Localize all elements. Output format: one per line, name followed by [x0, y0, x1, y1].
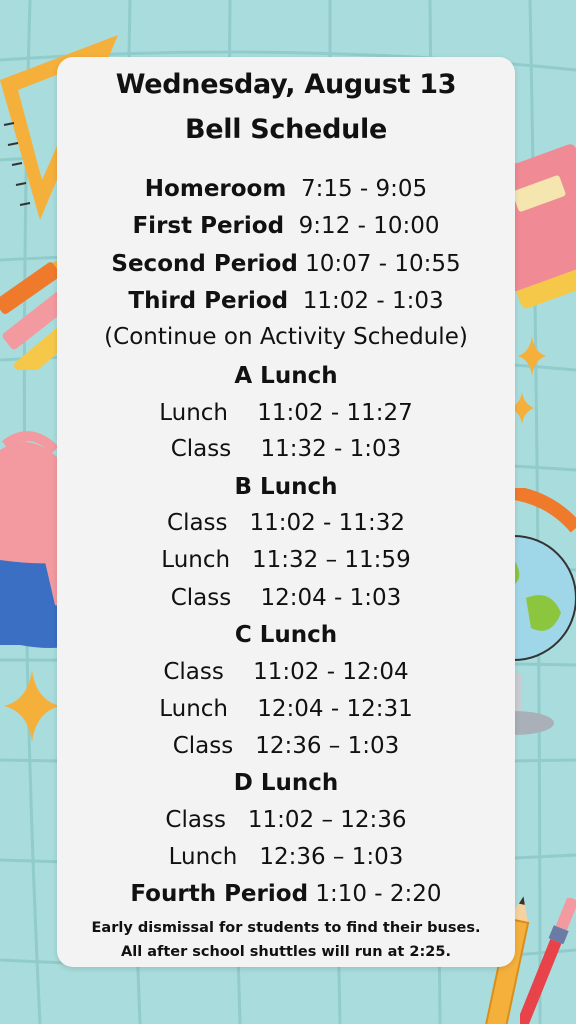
lunch-row-time: 11:02 - 11:32 — [249, 510, 405, 536]
period-row — [57, 290, 515, 313]
lunch-row — [57, 587, 515, 610]
lunch-row-time: 11:02 – 12:36 — [247, 807, 407, 833]
lunch-row-time: 12:04 - 12:31 — [257, 696, 413, 722]
period-row — [57, 253, 515, 276]
lunch-row — [57, 549, 515, 572]
footer-note: Early dismissal for students to find their buses. — [91, 920, 481, 936]
lunch-heading: C Lunch — [234, 622, 338, 648]
lunch-row-label: Class — [170, 585, 232, 611]
lunch-row — [57, 735, 515, 758]
period-time: 1:10 - 2:20 — [315, 881, 442, 907]
lunch-heading: B Lunch — [234, 474, 338, 500]
lunch-row — [57, 402, 515, 425]
period-time: 10:07 - 10:55 — [305, 251, 461, 277]
period-name: Third Period — [128, 288, 289, 314]
page-title: Wednesday, August 13 — [115, 69, 457, 100]
lunch-heading: A Lunch — [234, 363, 338, 389]
period-name: Homeroom — [144, 176, 287, 202]
lunch-row-time: 11:32 – 11:59 — [252, 547, 411, 573]
lunch-row — [57, 512, 515, 535]
lunch-row — [57, 698, 515, 721]
footer-note: All after school shuttles will run at 2:25. — [121, 944, 451, 960]
lunch-row-time: 12:04 - 1:03 — [260, 585, 402, 611]
lunch-heading: D Lunch — [233, 770, 339, 796]
period-time: 9:12 - 10:00 — [298, 213, 440, 239]
period-row — [57, 178, 515, 201]
lunch-row-label: Class — [163, 659, 224, 685]
lunch-row-label: Class — [172, 733, 234, 759]
period-time: 11:02 - 1:03 — [302, 288, 444, 314]
lunch-row-time: 11:32 - 1:03 — [260, 436, 402, 462]
lunch-row-time: 11:02 - 11:27 — [257, 400, 413, 426]
lunch-row-time: 12:36 – 1:03 — [259, 844, 404, 870]
lunch-row-label: Class — [167, 510, 228, 536]
lunch-row — [57, 846, 515, 869]
lunch-row — [57, 438, 515, 461]
lunch-row-label: Lunch — [168, 844, 238, 870]
lunch-row-time: 12:36 – 1:03 — [255, 733, 400, 759]
lunch-row — [57, 661, 515, 684]
period-name: Fourth Period — [130, 881, 309, 907]
lunch-row — [57, 809, 515, 832]
lunch-row-label: Lunch — [161, 547, 231, 573]
period-name: First Period — [132, 213, 285, 239]
paintbrush-icon — [520, 896, 576, 1024]
lunch-row-label: Lunch — [159, 400, 229, 426]
continue-note: (Continue on Activity Schedule) — [104, 324, 468, 350]
lunch-row-time: 11:02 - 12:04 — [253, 659, 409, 685]
period-time: 7:15 - 9:05 — [300, 176, 428, 202]
period-row — [57, 215, 515, 238]
page-subtitle: Bell Schedule — [184, 114, 387, 145]
lunch-row-label: Class — [170, 436, 232, 462]
lunch-row-label: Class — [165, 807, 226, 833]
period-name: Second Period — [111, 251, 298, 277]
lunch-row-label: Lunch — [159, 696, 229, 722]
period-row — [57, 883, 515, 906]
